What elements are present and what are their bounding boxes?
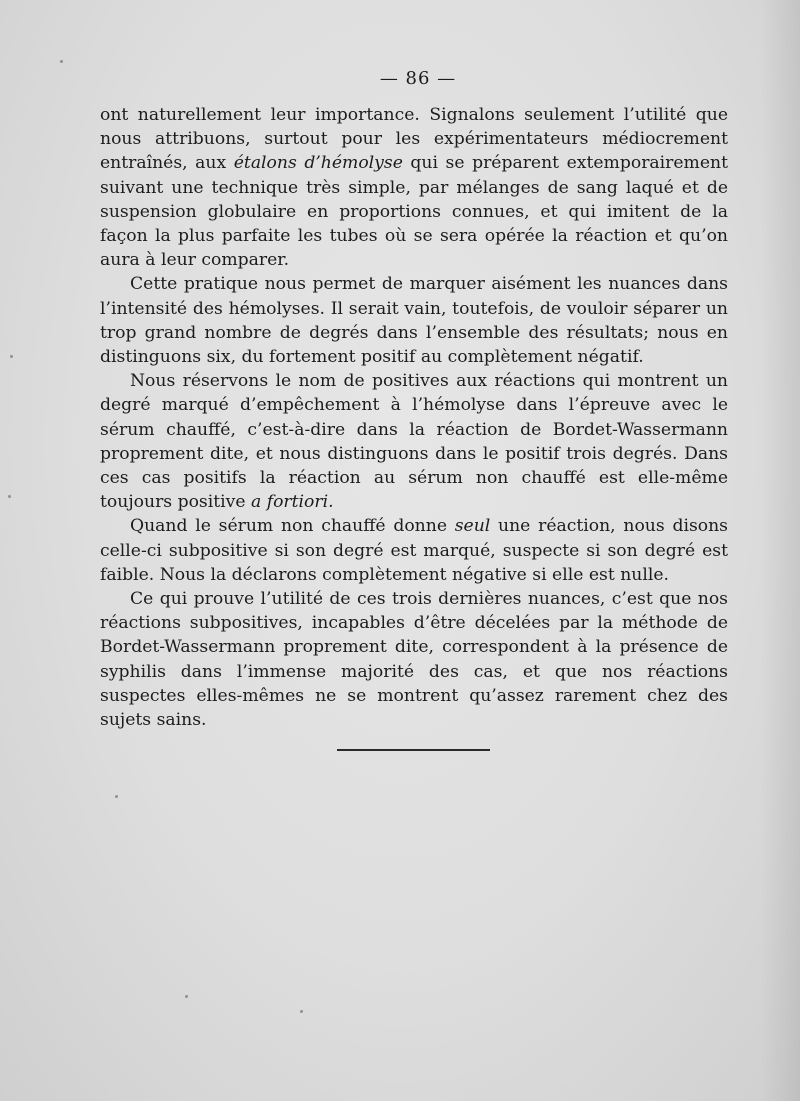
- paragraph-2: [100, 272, 728, 369]
- paragraph-1: [100, 103, 728, 272]
- page-number: — 86 —: [379, 68, 457, 89]
- body-text: [100, 103, 728, 732]
- paragraph-2-text: Cette pratique nous permet de marquer aisément les nuances dans l’intensité des hémolyses. Il serait vain, toutefois, de vouloir séparer un trop grand nombre de degrés dans l’ensemble des résultats; nous en distinguons six, du fortement positif au complètement négatif.: [100, 274, 728, 368]
- paragraph-3-emphasis: a fortiori.: [251, 492, 334, 513]
- paragraph-3: [100, 369, 728, 514]
- print-speck: [185, 995, 188, 998]
- paragraph-3-text: Nous réservons le nom de positives aux réactions qui montrent un degré marqué d’empêchement à l’hémolyse dans l’épreuve avec le sérum chauffé, c’est-à-dire dans la réaction de Bordet-Wassermann proprement dite, et nous distinguons dans le positif trois degrés. Dans ces cas positifs la réaction au sérum non chauffé est elle-même toujours positive: [100, 371, 728, 513]
- print-speck: [115, 795, 118, 798]
- paragraph-5-text: Ce qui prouve l’utilité de ces trois dernières nuances, c’est que nos réactions subpositives, incapables d’être décelées par la méthode de Bordet-Wassermann proprement dite, correspondent à la présence de syphilis dans l’immense majorité des cas, et que nos réactions suspectes elles-mêmes ne se montrent qu’assez rarement chez des sujets sains.: [100, 589, 728, 731]
- print-speck: [60, 60, 63, 63]
- print-speck: [8, 495, 11, 498]
- paragraph-4-text-a: Quand le sérum non chauffé donne: [130, 516, 455, 537]
- paragraph-5: [100, 587, 728, 732]
- paragraph-1-text-b: qui se préparent extemporairement suivant une technique très simple, par mélanges de sang laqué et de suspension globulaire en proportions connues, et qui imitent de la façon la plus parfaite les tubes où se sera opérée la réaction et qu’on aura à leur comparer.: [100, 153, 728, 271]
- paragraph-1-text-a: ont naturellement leur importance. Signalons seulement l’utilité que nous attribuons, surtout pour les expérimentateurs médiocrement entraînés, aux: [100, 105, 728, 174]
- print-speck: [10, 355, 13, 358]
- paragraph-4-emphasis: seul: [454, 516, 491, 537]
- page-edge-shadow: [760, 0, 800, 1101]
- print-speck: [300, 1010, 303, 1013]
- paragraph-4-text-b: une réaction, nous disons celle-ci subpositive si son degré est marqué, suspecte si son degré est faible. Nous la déclarons complètement négative si elle est nulle.: [100, 516, 728, 585]
- end-rule: [337, 749, 490, 751]
- paragraph-4: [100, 514, 728, 587]
- paragraph-1-emphasis: étalons d’hémolyse: [233, 153, 403, 174]
